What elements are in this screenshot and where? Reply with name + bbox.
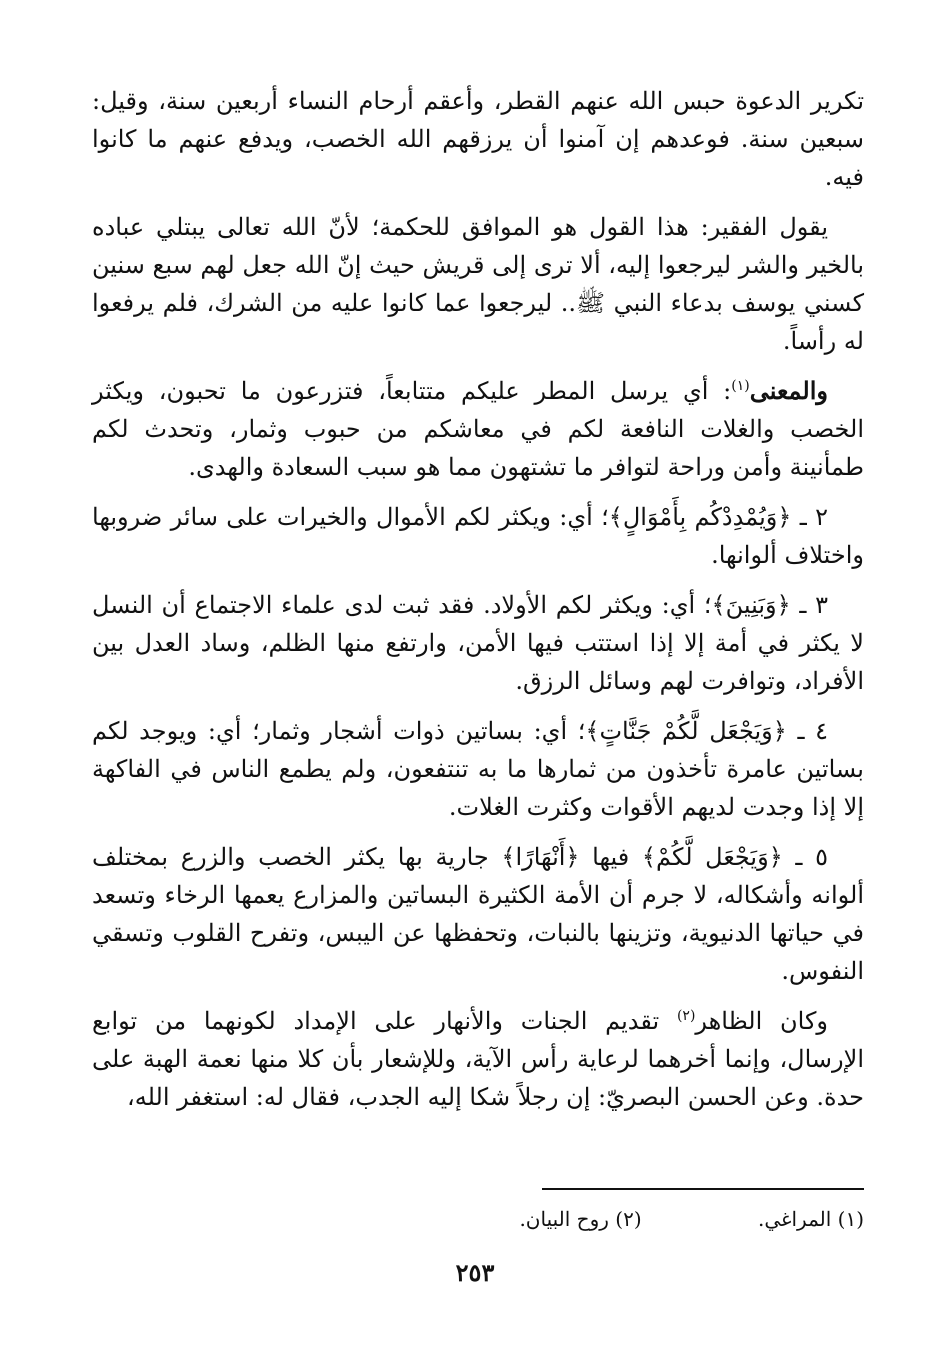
meaning-label: والمعنى (749, 376, 828, 405)
paragraph-faqir: يقول الفقير: هذا القول هو الموافق للحكمة؛ لأنّ الله تعالى يبتلي عباده بالخير والشر ليرجعوا إليه، ألا ترى إلى قريش حيث إنّ الله جعل لهم سبع سنين كسني يوسف بدعاء النبي ﷺ.. ليرجعوا عما كانوا عليه من الشرك، فلم يرفعوا له رأساً. (92, 213, 864, 355)
footnote-ref-2: (٢) (676, 1008, 696, 1024)
footnotes (92, 1204, 864, 1234)
paragraph-last (92, 1002, 864, 1116)
page-number: ٢٥٣ (455, 1258, 495, 1287)
paragraph-intro: تكرير الدعوة حبس الله عنهم القطر، وأعقم أرحام النساء أربعين سنة، وقيل: سبعين سنة. فوعدهم إن آمنوا أن يرزقهم الله الخصب، ويدفع عنهم ما كانوا فيه. (92, 87, 864, 191)
last-para-rest: تقديم الجنات والأنهار على الإمداد لكونهما من توابع الإرسال، وإنما أخرهما لرعاية رأس الآية، وللإشعار بأن كلا منها نعمة الهبة على حدة. وعن الحسن البصريّ: إن رجلاً شكا إليه الجدب، فقال له: استغفر الله، (92, 1007, 864, 1111)
meaning-text: : أي يرسل المطر عليكم متتابعاً، فتزرعون ما تحبون، ويكثر الخصب والغلات النافعة لكم في معاشكم من حبوب وثمار، وتحدث لكم طمأنينة وأمن وراحة لتوافر ما تشتهون مما هو سبب السعادة والهدى. (92, 377, 865, 481)
last-para-start: وكان الظاهر (695, 1007, 828, 1035)
paragraph-item-2: ٢ ـ ﴿وَيُمْدِدْكُم بِأَمْوَالٍ﴾؛ أي: ويكثر لكم الأموال والخيرات على سائر ضروبها واختلاف ألوانها. (92, 503, 864, 569)
paragraph-item-3: ٣ ـ ﴿وَبَنِينَ﴾؛ أي: ويكثر لكم الأولاد. فقد ثبت لدى علماء الاجتماع أن النسل لا يكثر في أمة إلا إذا استتب فيها الأمن، وارتفع منها الظلم، وساد العدل بين الأفراد، وتوافرت لهم وسائل الرزق. (92, 591, 864, 695)
paragraph-meaning (92, 372, 864, 486)
paragraph-item-4: ٤ ـ ﴿وَيَجْعَل لَّكُمْ جَنَّاتٍ﴾؛ أي: بساتين ذوات أشجار وثمار؛ أي: ويوجد لكم بساتين عامرة تأخذون من ثمارها ما به تنتفعون، ولم يطمع الناس في الفاكهة إلا إذا وجدت لديهم الأقوات وكثرت الغلات. (92, 717, 864, 821)
page-body (92, 82, 864, 1128)
footnote-1: (١) المراغي. (757, 1207, 864, 1231)
paragraph-item-5: ٥ ـ ﴿وَيَجْعَل لَّكُمْ﴾ فيها ﴿أَنْهَارًا﴾ جارية بها يكثر الخصب والزرع بمختلف ألوانه وأشكاله، لا جرم أن الأمة الكثيرة البساتين والمزارع يعمها الرخاء وتسعد في حياتها الدنيوية، وتزينها بالنبات، وتحفظها عن اليبس، وتفرح القلوب وتسقي النفوس. (92, 843, 864, 985)
footnote-2: (٢) روح البيان. (519, 1207, 642, 1231)
footnote-divider (542, 1188, 864, 1190)
footnote-ref-1: (١) (731, 378, 750, 394)
